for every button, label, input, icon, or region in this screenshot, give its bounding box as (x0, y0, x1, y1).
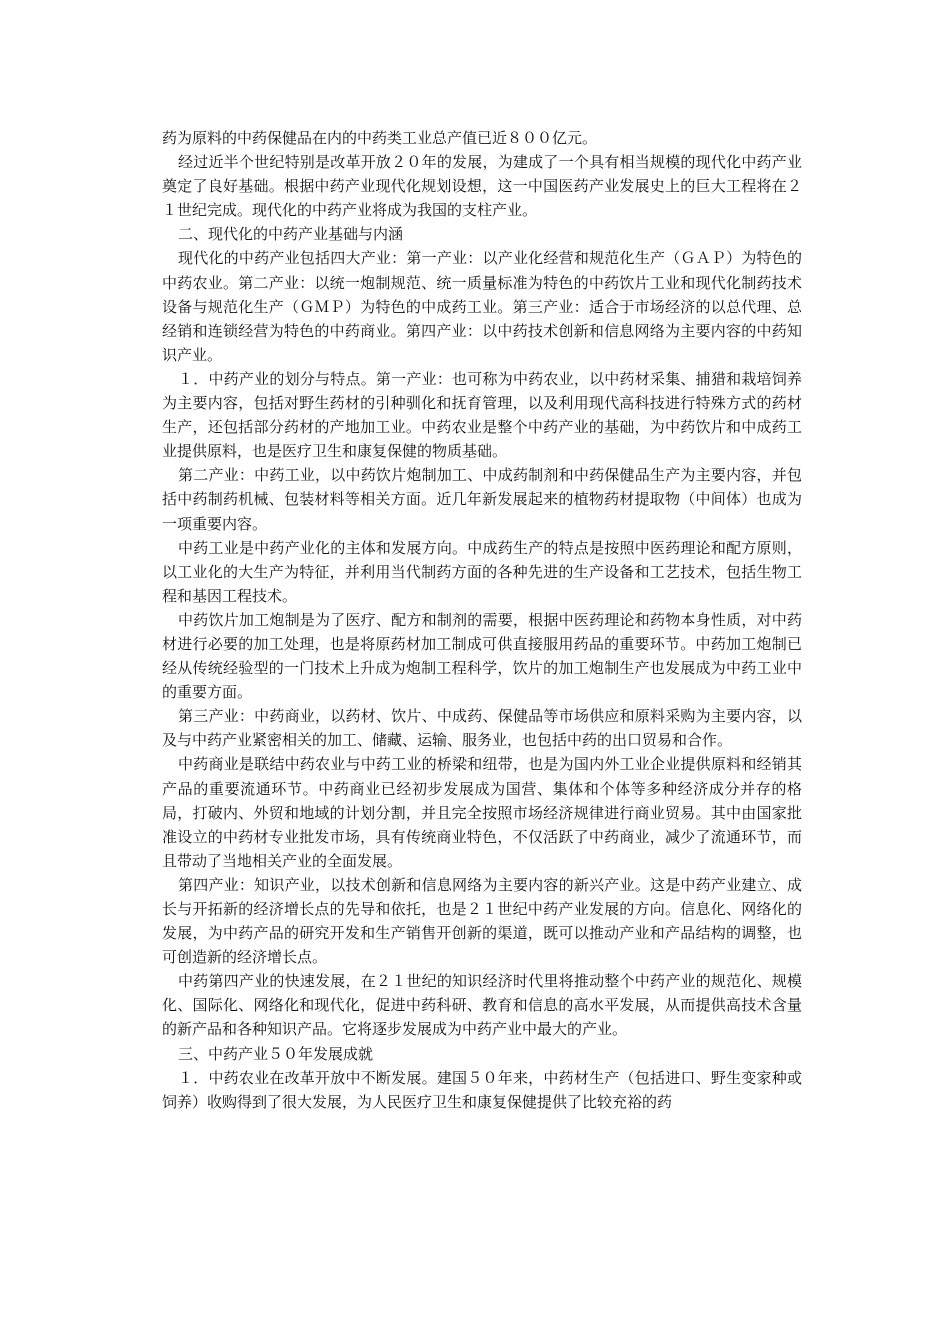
paragraph: １．中药农业在改革开放中不断发展。建国５０年来，中药材生产（包括进口、野生变家种或饲养）收购得到了很大发展，为人民医疗卫生和康复保健提供了比较充裕的药 (162, 1068, 802, 1111)
paragraph: １．中药产业的划分与特点。第一产业：也可称为中药农业，以中药材采集、捕猎和栽培饲养为主要内容，包括对野生药材的引种驯化和抚育管理，以及利用现代高科技进行特殊方式的药材生产，还包括部分药材的产地加工业。中药农业是整个中药产业的基础，为中药饮片和中成药工业提供原料，也是医疗卫生和康复保健的物质基础。 (162, 369, 802, 461)
section-heading: 三、中药产业５０年发展成就 (178, 1044, 374, 1063)
paragraph: 中药饮片加工炮制是为了医疗、配方和制剂的需要，根据中医药理论和药物本身性质，对中药材进行必要的加工处理，也是将原药材加工制成可供直接服用药品的重要环节。中药加工炮制已经从传统经验型的一门技术上升成为炮制工程科学，饮片的加工炮制生产也发展成为中药工业中的重要方面。 (162, 610, 802, 702)
paragraph: 第四产业：知识产业，以技术创新和信息网络为主要内容的新兴产业。这是中药产业建立、成长与开拓新的经济增长点的先导和依托，也是２１世纪中药产业发展的方向。信息化、网络化的发展，为中药产品的研究开发和生产销售开创新的渠道，既可以推动产业和产品结构的调整，也可创造新的经济增长点。 (162, 875, 802, 967)
paragraph: 中药工业是中药产业化的主体和发展方向。中成药生产的特点是按照中医药理论和配方原则，以工业化的大生产为特征，并利用当代制药方面的各种先进的生产设备和工艺技术，包括生物工程和基因工程技术。 (162, 538, 802, 605)
section-heading: 二、现代化的中药产业基础与内涵 (178, 225, 404, 244)
paragraph: 中药商业是联结中药农业与中药工业的桥梁和纽带，也是为国内外工业企业提供原料和经销其产品的重要流通环节。中药商业已经初步发展成为国营、集体和个体等多种经济成分并存的格局，打破内、外贸和地域的计划分割，并且完全按照市场经济规律进行商业贸易。其中由国家批准设立的中药材专业批发市场，具有传统商业特色，不仅活跃了中药商业，减少了流通环节，而且带动了当地相关产业的全面发展。 (162, 755, 802, 870)
document-page (162, 126, 802, 1114)
paragraph: 现代化的中药产业包括四大产业：第一产业：以产业化经营和规范化生产（ＧＡＰ）为特色的中药农业。第二产业：以统一炮制规范、统一质量标准为特色的中药饮片工业和现代化制药技术设备与规范化生产（ＧＭＰ）为特色的中成药工业。第三产业：适合于市场经济的以总代理、总经销和连锁经营为特色的中药商业。第四产业：以中药技术创新和信息网络为主要内容的中药知识产业。 (162, 249, 802, 364)
paragraph: 第三产业：中药商业，以药材、饮片、中成药、保健品等市场供应和原料采购为主要内容，以及与中药产业紧密相关的加工、储藏、运输、服务业，也包括中药的出口贸易和合作。 (162, 707, 802, 750)
paragraph: 经过近半个世纪特别是改革开放２０年的发展，为建成了一个具有相当规模的现代化中药产业奠定了良好基础。根据中药产业现代化规划设想，这一中国医药产业发展史上的巨大工程将在２１世纪完成。现代化的中药产业将成为我国的支柱产业。 (162, 153, 802, 220)
paragraph: 第二产业：中药工业，以中药饮片炮制加工、中成药制剂和中药保健品生产为主要内容，并包括中药制药机械、包装材料等相关方面。近几年新发展起来的植物药材提取物（中间体）也成为一项重要内容。 (162, 466, 802, 533)
paragraph-continuation: 药为原料的中药保健品在内的中药类工业总产值已近８００亿元。 (162, 129, 598, 147)
paragraph: 中药第四产业的快速发展，在２１世纪的知识经济时代里将推动整个中药产业的规范化、规模化、国际化、网络化和现代化，促进中药科研、教育和信息的高水平发展，从而提供高技术含量的新产品和各种知识产品。它将逐步发展成为中药产业中最大的产业。 (162, 972, 802, 1039)
